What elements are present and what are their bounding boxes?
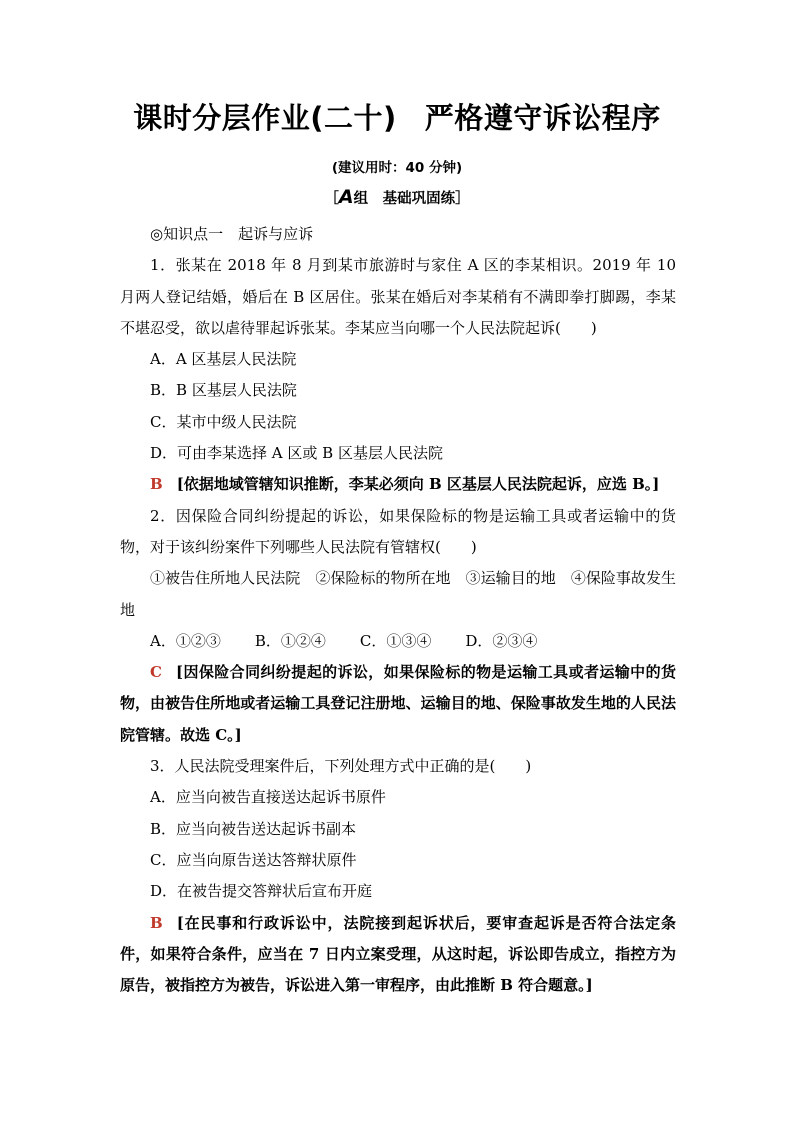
- question-1-option-b: B．B 区基层人民法院: [150, 381, 297, 400]
- question-1-stem: 1．张某在 2018 年 8 月到某市旅游时与家住 A 区的李某相识。2019 年 10 月两人登记结婚，婚后在 B 区居住。张某在婚后对李某稍有不满即拳打脚踢，李某不堪忍受，欲以虐待罪起诉张某。李某应当向哪一个人民法院起诉( ): [120, 256, 676, 337]
- title-topic: 严格遵守诉讼程序: [424, 101, 661, 135]
- question-3-option-b: B．应当向被告送达起诉书副本: [150, 819, 357, 838]
- question-1-option-c: C．某市中级人民法院: [150, 412, 297, 431]
- section-heading: ◎知识点一 起诉与应诉: [150, 225, 314, 243]
- question-3-option-c: C．应当向原告送达答辩状原件: [150, 850, 357, 869]
- question-1-answer: [120, 469, 676, 500]
- question-3-option-a: A．应当向被告直接送达起诉书原件: [150, 788, 386, 807]
- question-1-option-a: A．A 区基层人民法院: [150, 350, 297, 369]
- question-2-choice-a: A．①②③: [150, 631, 221, 650]
- question-2-stem: 2．因保险合同纠纷提起的诉讼，如果保险标的物是运输工具或者运输中的货物，对于该纠纷案件下列哪些人民法院有管辖权( ): [120, 506, 676, 556]
- group-header: [0, 186, 794, 208]
- question-1-option-d: D．可由李某选择 A 区或 B 区基层人民法院: [150, 444, 443, 463]
- question-1-answer-key: B: [150, 475, 163, 494]
- group-label: 组 基础巩固练: [353, 191, 456, 207]
- question-3-explanation: [在民事和行政诉讼中，法院接到起诉状后，要审查起诉是否符合法定条件，如果符合条件，应当在 7 日内立案受理，从这时起，诉讼即告成立，指控方为原告，被指控方为被告，诉讼进入第一审程序，由此推断 B 符合题意。]: [120, 913, 676, 995]
- content-body: [120, 219, 676, 1001]
- question-3-option-d: D．在被告提交答辩状后宣布开庭: [150, 882, 373, 901]
- page-title: [0, 96, 794, 137]
- question-2-choice-b: B．①②④: [254, 631, 326, 650]
- question-2-explanation: [因保险合同纠纷提起的诉讼，如果保险标的物是运输工具或者运输中的货物，由被告住所地或者运输工具登记注册地、运输目的地、保险事故发生地的人民法院管辖。故选 C。]: [120, 663, 676, 744]
- bracket-right: ］: [455, 191, 470, 207]
- question-3-stem: 3．人民法院受理案件后，下列处理方式中正确的是( ): [150, 757, 532, 776]
- question-2-answer-key: C: [150, 663, 162, 682]
- suggested-time: (建议用时：40 分钟): [331, 160, 463, 176]
- question-2-choice-c: C．①③④: [359, 631, 432, 650]
- question-2-choices: [120, 626, 676, 657]
- question-1-explanation: [依据地域管辖知识推断，李某必须向 B 区基层人民法院起诉，应选 B。]: [176, 475, 660, 494]
- title-main: 课时分层作业(二十): [133, 101, 397, 135]
- question-2-answer: [120, 657, 676, 751]
- question-2-items: ①被告住所地人民法院 ②保险标的物所在地 ③运输目的地 ④保险事故发生地: [120, 569, 676, 619]
- question-3-answer: [120, 908, 676, 1002]
- question-3-answer-key: B: [150, 913, 163, 932]
- question-2-choice-d: D．②③④: [465, 631, 538, 650]
- bracket-left: ［: [324, 191, 339, 207]
- group-letter: A: [338, 186, 354, 208]
